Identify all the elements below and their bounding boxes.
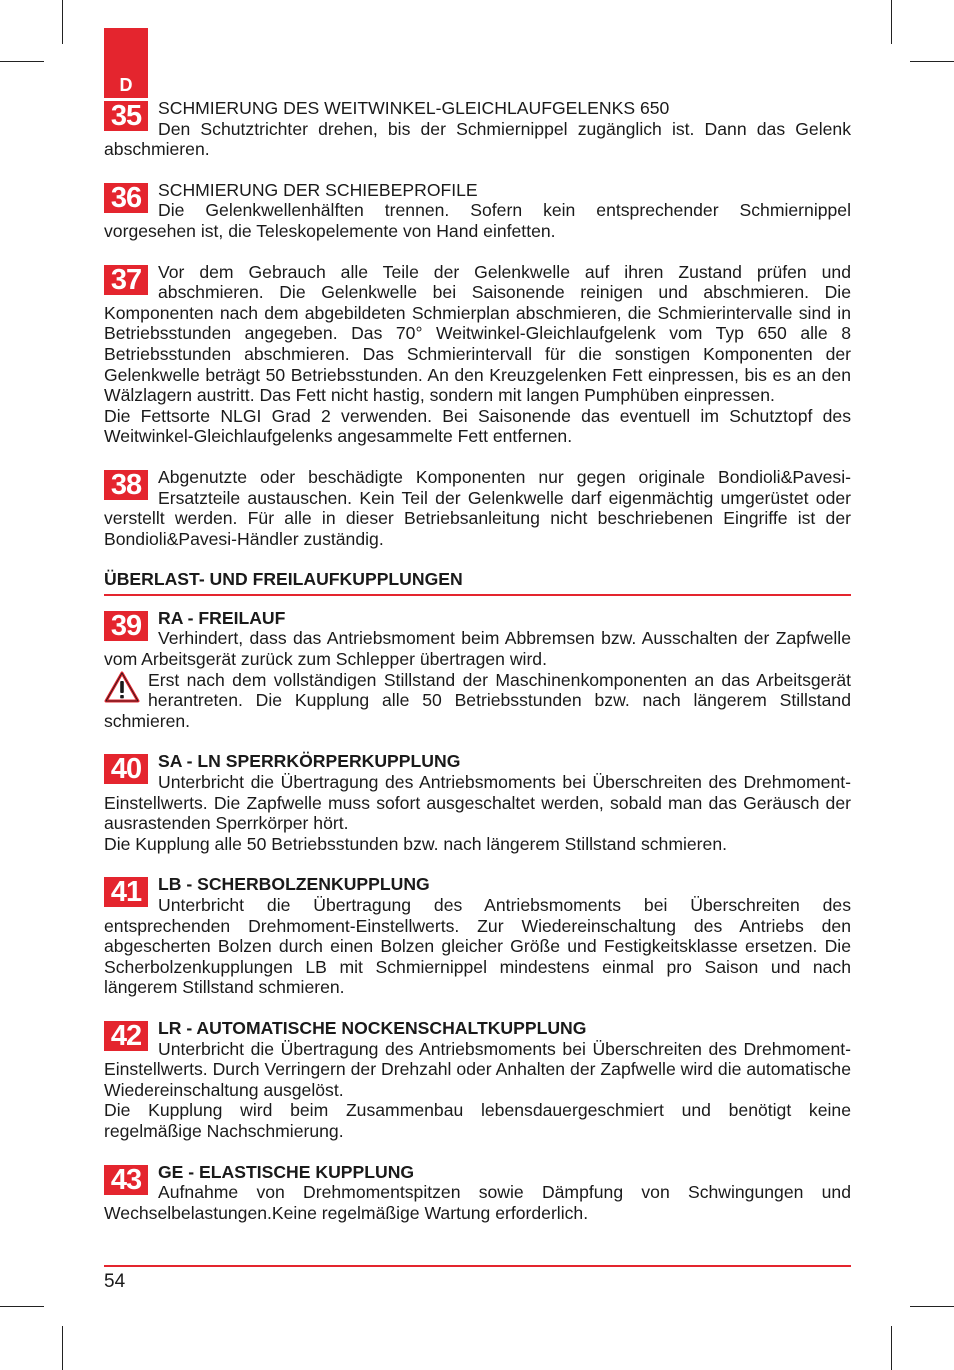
section-title: SCHMIERUNG DES WEITWINKEL-GLEICHLAUFGELENKS 650: [158, 98, 670, 118]
warning-text: Erst nach dem vollständigen Stillstand der Maschinenkomponenten an das Arbeitsgerät herantreten. Die Kupplung alle 50 Betriebsstunden bzw. nach längerem Stillstand schmieren.: [104, 669, 851, 731]
section-39: [104, 608, 851, 732]
crop-mark: [0, 1306, 44, 1307]
section-38: [104, 467, 851, 549]
section-heading: ÜBERLAST- UND FREILAUFKUPPLUNGEN: [104, 569, 851, 596]
section-number: 43: [104, 1165, 148, 1195]
section-number: 40: [104, 754, 148, 784]
crop-mark: [62, 1326, 63, 1370]
crop-mark: [891, 0, 892, 44]
section-body: Die Fettsorte NLGI Grad 2 verwenden. Bei Saisonende das eventuell im Schutztopf des Weitwinkel-Gleichlaufgelenks angesammelte Fett entfernen.: [104, 405, 851, 447]
section-title: SCHMIERUNG DER SCHIEBEPROFILE: [158, 179, 478, 200]
crop-mark: [910, 1306, 954, 1307]
language-tab: D: [104, 28, 148, 98]
section-41: [104, 874, 851, 998]
section-35: [104, 98, 851, 160]
warning-icon: [104, 670, 140, 704]
footer-divider: [104, 1265, 851, 1267]
section-body: Aufnahme von Drehmomentspitzen sowie Dämpfung von Schwingungen und Wechselbelastungen.Keine regelmäßige Wartung erforderlich.: [104, 1182, 851, 1223]
section-body: Die Kupplung alle 50 Betriebsstunden bzw. nach längerem Stillstand schmieren.: [104, 833, 727, 854]
section-43: [104, 1162, 851, 1224]
section-title: LR - AUTOMATISCHE NOCKENSCHALTKUPPLUNG: [158, 1017, 587, 1038]
section-40: [104, 751, 851, 854]
warning-note: [104, 670, 851, 732]
section-body: Unterbricht die Übertragung des Antriebsmoments bei Überschreiten des Drehmoment-Einstellwerts. Durch Verringern der Drehzahl oder Anhalten der Zapfwelle wird die automatische Wiedereinschaltung ausgelöst.: [104, 1038, 851, 1100]
section-body: Abgenutzte oder beschädigte Komponenten nur gegen originale Bondioli&Pavesi-Ersatzteile austauschen. Kein Teil der Gelenkwelle darf eigenmächtig umgerüstet oder verstellt werden. Für alle in dieser Betriebsanleitung nicht beschriebenen Eingriffe ist der Bondioli&Pavesi-Händler zuständig.: [104, 466, 851, 549]
section-body: Unterbricht die Übertragung des Antriebsmoments bei Überschreiten des entsprechenden Drehmoment-Einstellwerts. Zur Wiedereinschaltung des Antriebs den abgescherten Bolzen durch einen Bolzen gleicher Größe und Festigkeitsklasse ersetzen. Die Scherbolzenkupplungen LB mit Schmiernippel mindestens einmal pro Saison und nach längerem Stillstand schmieren.: [104, 895, 851, 998]
section-body: Verhindert, dass das Antriebsmoment beim Abbremsen bzw. Ausschalten der Zapfwelle vom Arbeitsgerät zurück zum Schlepper übertragen wird.: [104, 628, 851, 670]
crop-mark: [62, 0, 63, 44]
section-37: [104, 262, 851, 447]
section-body: Die Kupplung wird beim Zusammenbau lebensdauergeschmiert und benötigt keine regelmäßige Nachschmierung.: [104, 1100, 851, 1141]
section-number: 38: [104, 470, 148, 500]
section-number: 35: [104, 101, 148, 131]
section-title: SA - LN SPERRKÖRPERKUPPLUNG: [158, 751, 461, 772]
crop-mark: [910, 61, 954, 62]
crop-mark: [0, 61, 44, 62]
section-number: 36: [104, 183, 148, 213]
section-body: Den Schutztrichter drehen, bis der Schmiernippel zugänglich ist. Dann das Gelenk abschmieren.: [104, 118, 851, 160]
section-number: 37: [104, 265, 148, 295]
section-number: 39: [104, 611, 148, 641]
section-title: RA - FREILAUF: [158, 607, 286, 628]
section-title: LB - SCHERBOLZENKUPPLUNG: [158, 874, 430, 895]
section-body: Die Gelenkwellenhälften trennen. Sofern kein entsprechender Schmiernippel vorgesehen ist, die Teleskopelemente von Hand einfetten.: [104, 200, 851, 241]
page-content: [104, 98, 851, 1223]
crop-mark: [891, 1326, 892, 1370]
section-36: [104, 180, 851, 242]
section-number: 41: [104, 877, 148, 907]
page-number: 54: [104, 1271, 126, 1292]
section-body: Unterbricht die Übertragung des Antriebsmoments bei Überschreiten des Drehmoment-Einstellwerts. Die Zapfwelle muss sofort ausgeschaltet werden, sobald man das Geräusch der ausrastenden Sperrkörper hört.: [104, 772, 851, 834]
section-body: Vor dem Gebrauch alle Teile der Gelenkwelle auf ihren Zustand prüfen und abschmieren. Die Gelenkwelle bei Saisonende reinigen und abschmieren. Die Komponenten nach dem abgebildeten Schmierplan abschmieren, die Schmierintervalle sind in Betriebsstunden angegeben. Das 70° Weitwinkel-Gleichlaufgelenk vom Typ 650 alle 8 Betriebsstunden abschmieren. Das Schmierintervall für die sonstigen Komponenten der Gelenkwelle beträgt 50 Betriebsstunden. An den Kreuzgelenken Fett einpressen, bis es an den Wälzlagern austritt. Das Fett nicht hastig, sondern mit langen Pumphüben einpressen.: [104, 261, 851, 406]
section-42: [104, 1018, 851, 1142]
section-number: 42: [104, 1021, 148, 1051]
section-title: GE - ELASTISCHE KUPPLUNG: [158, 1161, 415, 1182]
